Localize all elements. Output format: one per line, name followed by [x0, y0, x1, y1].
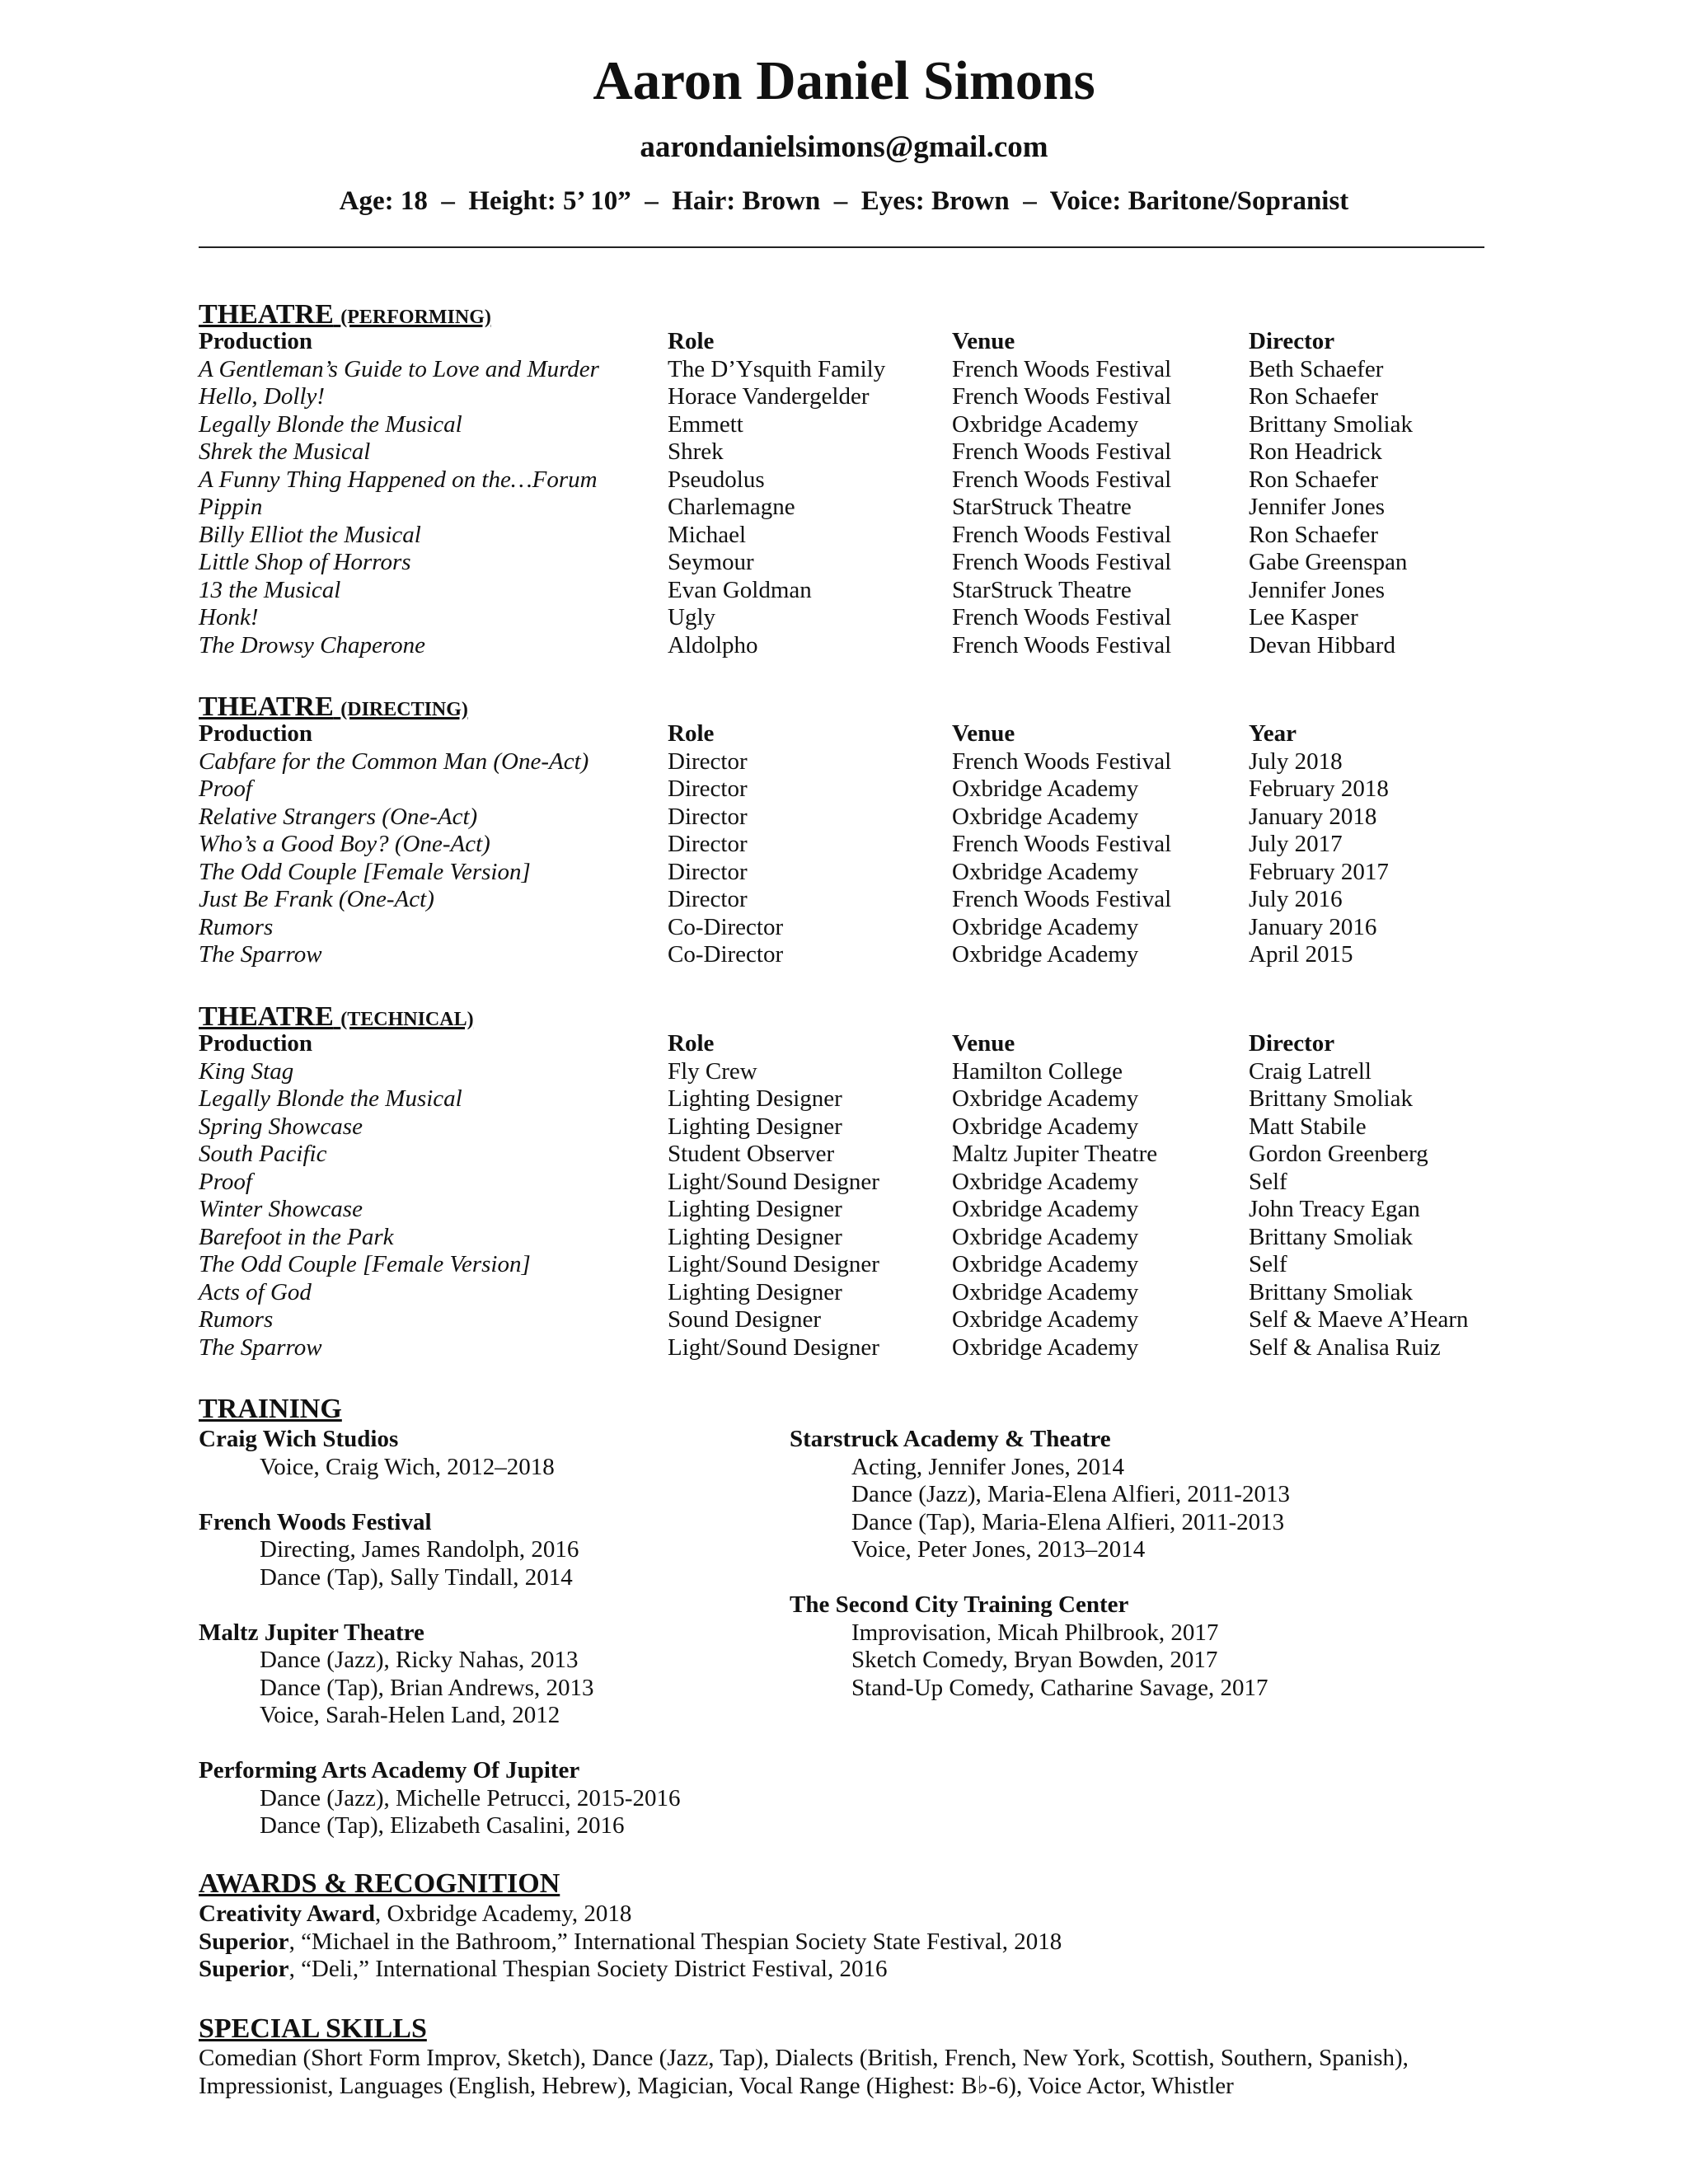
production-cell: Billy Elliot the Musical — [199, 521, 421, 548]
section-subtitle: (PERFORMING) — [340, 307, 491, 328]
table-header-row — [0, 1030, 1688, 1058]
role-cell: Pseudolus — [668, 466, 765, 493]
column-header: Role — [668, 720, 715, 747]
table-row — [0, 1085, 1688, 1113]
production-cell: Relative Strangers (One-Act) — [199, 803, 478, 830]
award-detail: , “Deli,” International Thespian Society District Festival, 2016 — [288, 1956, 888, 1982]
section-subtitle: (DIRECTING) — [340, 699, 468, 720]
production-cell: Honk! — [199, 604, 259, 630]
role-cell: Light/Sound Designer — [668, 1333, 879, 1361]
venue-cell: Oxbridge Academy — [952, 1113, 1139, 1140]
section-title: THEATRE — [199, 691, 334, 722]
role-cell: Director — [668, 803, 748, 830]
table-row — [0, 941, 1688, 969]
column-header: Venue — [952, 328, 1015, 354]
table-header-row — [0, 328, 1688, 356]
column-header: Role — [668, 1030, 715, 1057]
production-cell: Shrek the Musical — [199, 438, 371, 465]
production-cell: Legally Blonde the Musical — [199, 410, 462, 438]
training-item: Sketch Comedy, Bryan Bowden, 2017 — [851, 1647, 1218, 1673]
table-row — [0, 1141, 1688, 1169]
training-item: Directing, James Randolph, 2016 — [260, 1536, 579, 1563]
award-detail: , “Michael in the Bathroom,” International Thespian Society State Festival, 2018 — [288, 1928, 1062, 1955]
table-row — [0, 494, 1688, 522]
production-cell: 13 the Musical — [199, 576, 341, 603]
role-cell: Horace Vandergelder — [668, 383, 870, 410]
venue-cell: Hamilton College — [952, 1057, 1123, 1085]
production-cell: Rumors — [199, 913, 274, 940]
production-cell: South Pacific — [199, 1141, 327, 1167]
email-address: aarondanielsimons@gmail.com — [640, 130, 1048, 164]
table-row — [0, 831, 1688, 859]
training-item: Dance (Tap), Sally Tindall, 2014 — [260, 1563, 573, 1591]
director-cell: Matt Stabile — [1249, 1113, 1367, 1140]
section-title: THEATRE — [199, 299, 334, 330]
role-cell: Ugly — [668, 604, 715, 630]
role-cell: Co-Director — [668, 941, 784, 968]
role-cell: Sound Designer — [668, 1306, 822, 1333]
table-header-row — [0, 720, 1688, 748]
role-cell: Evan Goldman — [668, 576, 812, 603]
year-cell: July 2016 — [1249, 886, 1343, 912]
role-cell: Co-Director — [668, 913, 784, 940]
production-cell: Barefoot in the Park — [199, 1223, 394, 1250]
venue-cell: French Woods Festival — [952, 521, 1172, 548]
year-cell: July 2017 — [1249, 831, 1343, 857]
production-cell: Pippin — [199, 494, 263, 520]
column-header: Year — [1249, 720, 1296, 747]
venue-cell: Oxbridge Academy — [952, 941, 1139, 968]
role-cell: Shrek — [668, 438, 724, 465]
resume-name: Aaron Daniel Simons — [593, 50, 1095, 111]
table-row — [0, 632, 1688, 660]
column-header: Production — [199, 720, 313, 747]
production-cell: Spring Showcase — [199, 1113, 363, 1140]
production-cell: The Sparrow — [199, 941, 322, 968]
personal-stats: Age: 18 – Height: 5’ 10” – Hair: Brown – Eyes: Brown – Voice: Baritone/Sopranist — [339, 186, 1349, 216]
column-header: Venue — [952, 1030, 1015, 1057]
director-cell: Gabe Greenspan — [1249, 549, 1408, 575]
production-cell: Cabfare for the Common Man (One-Act) — [199, 748, 589, 775]
director-cell: Ron Schaefer — [1249, 521, 1379, 548]
production-cell: Proof — [199, 776, 252, 802]
venue-cell: Oxbridge Academy — [952, 1278, 1139, 1305]
table-row — [0, 438, 1688, 466]
training-school: Performing Arts Academy Of Jupiter — [199, 1757, 580, 1783]
production-cell: Just Be Frank (One-Act) — [199, 886, 434, 912]
award-item — [199, 1929, 1062, 1957]
director-cell: Brittany Smoliak — [1249, 1223, 1413, 1250]
training-school: The Second City Training Center — [790, 1591, 1129, 1618]
training-item: Voice, Sarah-Helen Land, 2012 — [260, 1702, 560, 1728]
venue-cell: French Woods Festival — [952, 549, 1172, 575]
venue-cell: Oxbridge Academy — [952, 858, 1139, 885]
role-cell: Light/Sound Designer — [668, 1168, 879, 1195]
venue-cell: Oxbridge Academy — [952, 913, 1139, 940]
production-cell: A Gentleman’s Guide to Love and Murder — [199, 355, 599, 382]
production-cell: The Odd Couple [Female Version] — [199, 1251, 531, 1277]
venue-cell: French Woods Festival — [952, 355, 1172, 382]
role-cell: Lighting Designer — [668, 1113, 842, 1140]
table-row — [0, 1058, 1688, 1086]
table-row — [0, 411, 1688, 439]
director-cell: Ron Headrick — [1249, 438, 1382, 465]
venue-cell: French Woods Festival — [952, 438, 1172, 465]
production-cell: Legally Blonde the Musical — [199, 1085, 462, 1112]
venue-cell: Oxbridge Academy — [952, 1251, 1139, 1277]
role-cell: Director — [668, 748, 748, 775]
director-cell: Self — [1249, 1251, 1287, 1277]
director-cell: Craig Latrell — [1249, 1057, 1372, 1085]
venue-cell: Oxbridge Academy — [952, 803, 1139, 830]
venue-cell: French Woods Festival — [952, 831, 1172, 857]
training-school: Maltz Jupiter Theatre — [199, 1619, 424, 1646]
production-cell: The Odd Couple [Female Version] — [199, 858, 531, 885]
role-cell: Lighting Designer — [668, 1196, 842, 1222]
role-cell: The D’Ysquith Family — [668, 355, 886, 382]
section-title: THEATRE — [199, 1001, 334, 1032]
production-cell: King Stag — [199, 1057, 294, 1085]
table-row — [0, 1306, 1688, 1334]
role-cell: Aldolpho — [668, 631, 758, 658]
role-cell: Charlemagne — [668, 494, 795, 520]
role-cell: Student Observer — [668, 1141, 835, 1167]
table-row — [0, 466, 1688, 494]
award-name: Superior — [199, 1956, 289, 1982]
director-cell: Devan Hibbard — [1249, 631, 1395, 658]
venue-cell: Oxbridge Academy — [952, 776, 1139, 802]
award-item — [199, 1900, 631, 1929]
venue-cell: Oxbridge Academy — [952, 1306, 1139, 1333]
column-header: Production — [199, 1030, 313, 1057]
production-cell: The Drowsy Chaperone — [199, 631, 425, 658]
production-cell: Winter Showcase — [199, 1196, 363, 1222]
table-row — [0, 914, 1688, 942]
role-cell: Lighting Designer — [668, 1223, 842, 1250]
director-cell: Brittany Smoliak — [1249, 410, 1413, 438]
venue-cell: French Woods Festival — [952, 466, 1172, 493]
production-cell: Hello, Dolly! — [199, 383, 326, 410]
skills-line: Impressionist, Languages (English, Hebrew), Magician, Vocal Range (Highest: B♭-6), Voice Actor, Whistler — [199, 2072, 1234, 2099]
venue-cell: StarStruck Theatre — [952, 494, 1132, 520]
training-item: Improvisation, Micah Philbrook, 2017 — [851, 1619, 1219, 1646]
training-school: Starstruck Academy & Theatre — [790, 1426, 1111, 1452]
director-cell: Lee Kasper — [1249, 604, 1358, 630]
production-cell: Who’s a Good Boy? (One-Act) — [199, 831, 490, 857]
role-cell: Light/Sound Designer — [668, 1251, 879, 1277]
table-row — [0, 1251, 1688, 1279]
director-cell: Beth Schaefer — [1249, 355, 1384, 382]
director-cell: Jennifer Jones — [1249, 576, 1386, 603]
director-cell: Brittany Smoliak — [1249, 1278, 1413, 1305]
training-item: Dance (Tap), Brian Andrews, 2013 — [260, 1674, 594, 1701]
director-cell: Ron Schaefer — [1249, 383, 1379, 410]
column-header: Venue — [952, 720, 1015, 747]
column-header: Production — [199, 328, 313, 354]
table-row — [0, 604, 1688, 632]
column-header: Director — [1249, 328, 1335, 354]
director-cell: John Treacy Egan — [1249, 1196, 1420, 1222]
training-school: Craig Wich Studios — [199, 1426, 399, 1452]
production-cell: A Funny Thing Happened on the…Forum — [199, 466, 598, 493]
table-row — [0, 383, 1688, 411]
table-row — [0, 522, 1688, 550]
year-cell: February 2017 — [1249, 858, 1389, 885]
director-cell: Self — [1249, 1168, 1287, 1195]
training-item: Dance (Jazz), Ricky Nahas, 2013 — [260, 1647, 579, 1673]
year-cell: January 2018 — [1249, 803, 1377, 830]
year-cell: February 2018 — [1249, 776, 1389, 802]
role-cell: Lighting Designer — [668, 1085, 842, 1112]
venue-cell: French Woods Festival — [952, 748, 1172, 775]
role-cell: Emmett — [668, 410, 743, 438]
venue-cell: Oxbridge Academy — [952, 1085, 1139, 1112]
training-school: French Woods Festival — [199, 1508, 432, 1535]
role-cell: Seymour — [668, 549, 754, 575]
training-item: Dance (Jazz), Maria-Elena Alfieri, 2011-2013 — [851, 1481, 1290, 1507]
section-awards-title: AWARDS & RECOGNITION — [199, 1868, 560, 1899]
training-item: Dance (Tap), Maria-Elena Alfieri, 2011-2013 — [851, 1508, 1285, 1535]
section-training-title: TRAINING — [199, 1394, 342, 1424]
production-cell: Proof — [199, 1168, 252, 1195]
director-cell: Self & Maeve A’Hearn — [1249, 1306, 1469, 1333]
venue-cell: Maltz Jupiter Theatre — [952, 1141, 1158, 1167]
role-cell: Director — [668, 886, 748, 912]
director-cell: Brittany Smoliak — [1249, 1085, 1413, 1112]
table-row — [0, 886, 1688, 914]
award-detail: , Oxbridge Academy, 2018 — [374, 1900, 632, 1927]
year-cell: April 2015 — [1249, 941, 1353, 968]
director-cell: Jennifer Jones — [1249, 494, 1386, 520]
training-item: Stand-Up Comedy, Catharine Savage, 2017 — [851, 1674, 1268, 1701]
role-cell: Director — [668, 776, 748, 802]
table-row — [0, 549, 1688, 577]
award-name: Superior — [199, 1928, 289, 1955]
section-skills-title: SPECIAL SKILLS — [199, 2013, 427, 2044]
table-row — [0, 1169, 1688, 1197]
production-cell: The Sparrow — [199, 1333, 322, 1361]
award-item — [199, 1956, 887, 1984]
header-divider — [199, 246, 1484, 248]
venue-cell: French Woods Festival — [952, 604, 1172, 630]
training-item: Dance (Tap), Elizabeth Casalini, 2016 — [260, 1812, 625, 1839]
director-cell: Gordon Greenberg — [1249, 1141, 1428, 1167]
training-item: Voice, Peter Jones, 2013–2014 — [851, 1536, 1146, 1563]
director-cell: Ron Schaefer — [1249, 466, 1379, 493]
director-cell: Self & Analisa Ruiz — [1249, 1333, 1441, 1361]
training-item: Acting, Jennifer Jones, 2014 — [851, 1453, 1125, 1480]
year-cell: January 2016 — [1249, 913, 1377, 940]
venue-cell: French Woods Festival — [952, 631, 1172, 658]
venue-cell: Oxbridge Academy — [952, 1168, 1139, 1195]
table-row — [0, 356, 1688, 384]
role-cell: Director — [668, 831, 748, 857]
table-row — [0, 1279, 1688, 1307]
role-cell: Lighting Designer — [668, 1278, 842, 1305]
training-item: Dance (Jazz), Michelle Petrucci, 2015-2016 — [260, 1784, 681, 1811]
table-row — [0, 1224, 1688, 1252]
table-row — [0, 748, 1688, 776]
table-row — [0, 1334, 1688, 1362]
role-cell: Director — [668, 858, 748, 885]
table-row — [0, 1113, 1688, 1141]
section-subtitle: (TECHNICAL) — [340, 1009, 474, 1030]
award-name: Creativity Award — [199, 1900, 375, 1927]
production-cell: Rumors — [199, 1306, 274, 1333]
table-row — [0, 859, 1688, 887]
production-cell: Little Shop of Horrors — [199, 549, 411, 575]
venue-cell: StarStruck Theatre — [952, 576, 1132, 603]
venue-cell: French Woods Festival — [952, 383, 1172, 410]
table-row — [0, 804, 1688, 832]
skills-line: Comedian (Short Form Improv, Sketch), Dance (Jazz, Tap), Dialects (British, French, New York, Scottish, Southern, Spanish), — [199, 2045, 1409, 2071]
column-header: Role — [668, 328, 715, 354]
table-row — [0, 577, 1688, 605]
venue-cell: Oxbridge Academy — [952, 1223, 1139, 1250]
venue-cell: Oxbridge Academy — [952, 1333, 1139, 1361]
venue-cell: French Woods Festival — [952, 886, 1172, 912]
venue-cell: Oxbridge Academy — [952, 410, 1139, 438]
year-cell: July 2018 — [1249, 748, 1343, 775]
venue-cell: Oxbridge Academy — [952, 1196, 1139, 1222]
role-cell: Michael — [668, 521, 747, 548]
column-header: Director — [1249, 1030, 1335, 1057]
training-item: Voice, Craig Wich, 2012–2018 — [260, 1453, 555, 1480]
table-row — [0, 1196, 1688, 1224]
production-cell: Acts of God — [199, 1278, 312, 1305]
role-cell: Fly Crew — [668, 1057, 757, 1085]
table-row — [0, 776, 1688, 804]
